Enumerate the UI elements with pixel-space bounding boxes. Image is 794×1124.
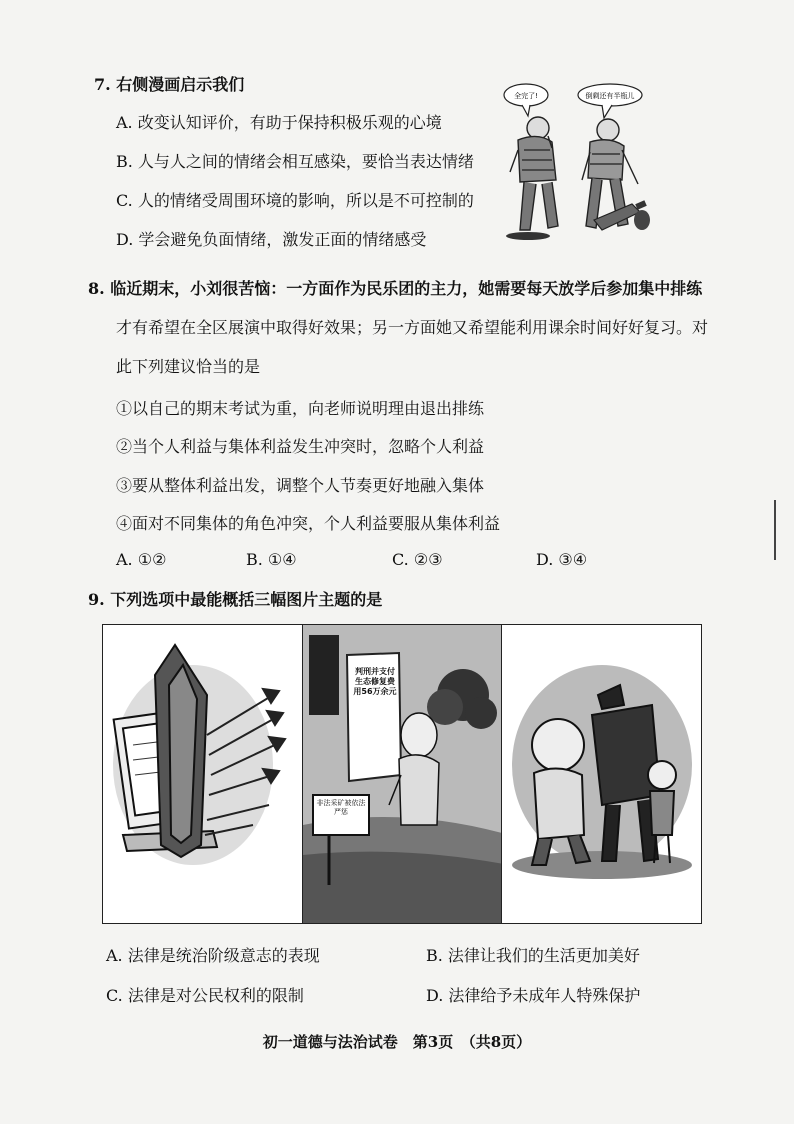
q8-stem-line-1: 8. 临近期末，小刘很苦恼：一方面作为民乐团的主力，她需要每天放学后参加集中排练 xyxy=(88,279,703,298)
q9-option-c: C. 法律是对公民权利的限制 xyxy=(106,986,304,1005)
warning-board-text: 非法采矿被依法严惩 xyxy=(316,799,366,816)
bubble-left-text: 全完了! xyxy=(514,92,538,100)
scan-edge-mark xyxy=(774,500,776,560)
q7-option-c: C. 人的情绪受周围环境的影响，所以是不可控制的 xyxy=(116,191,474,210)
q8-option-b: B. ①④ xyxy=(246,550,297,569)
q9-option-a: A. 法律是统治阶级意志的表现 xyxy=(106,946,320,965)
q7-option-d: D. 学会避免负面情绪，激发正面的情绪感受 xyxy=(116,230,427,249)
sad-figure xyxy=(510,117,558,230)
q9-option-d: D. 法律给予未成年人特殊保护 xyxy=(426,986,641,1005)
q9-stem: 9. 下列选项中最能概括三幅图片主题的是 xyxy=(88,590,383,609)
q8-stem-line-3: 此下列建议恰当的是 xyxy=(116,357,261,376)
q8-stem-line-2: 才有希望在全区展演中取得好效果；另一方面她又希望能利用课余时间好好复习。对 xyxy=(116,318,709,337)
q9-picture-2 xyxy=(302,625,502,923)
q7-cartoon xyxy=(490,80,670,245)
q8-option-a: A. ①② xyxy=(116,550,167,569)
shield-sword-illustration xyxy=(103,625,291,923)
q7-option-a: A. 改变认知评价，有助于保持积极乐观的心境 xyxy=(116,113,442,132)
q9-picture-3 xyxy=(501,625,701,923)
q9-picture-strip xyxy=(102,624,702,924)
q7-stem: 7. 右侧漫画启示我们 xyxy=(94,75,245,94)
child-protection-illustration xyxy=(502,625,701,923)
q7-option-b: B. 人与人之间的情绪会相互感染，要恰当表达情绪 xyxy=(116,152,474,171)
q8-statement-1: ①以自己的期末考试为重，向老师说明理由退出排练 xyxy=(116,399,485,418)
page-footer: 初一道德与法治试卷 第3页 （共8页） xyxy=(262,1033,532,1051)
q8-statement-3: ③要从整体利益出发，调整个人节奏更好地融入集体 xyxy=(116,476,485,495)
q9-option-b: B. 法律让我们的生活更加美好 xyxy=(426,946,640,965)
verdict-scroll xyxy=(347,653,401,781)
court-verdict-illustration xyxy=(303,625,502,923)
q8-option-d: D. ③④ xyxy=(536,550,588,569)
q8-option-c: C. ②③ xyxy=(392,550,443,569)
bubble-right-text: 倒剩还有半瓶儿 xyxy=(585,92,635,100)
verdict-scroll-text: 判刑并支付生态修复费用56万余元 xyxy=(353,667,397,696)
q8-statement-4: ④面对不同集体的角色冲突，个人利益要服从集体利益 xyxy=(116,514,501,533)
q8-statement-2: ②当个人利益与集体利益发生冲突时，忽略个人利益 xyxy=(116,437,485,456)
q9-picture-1 xyxy=(103,625,302,923)
